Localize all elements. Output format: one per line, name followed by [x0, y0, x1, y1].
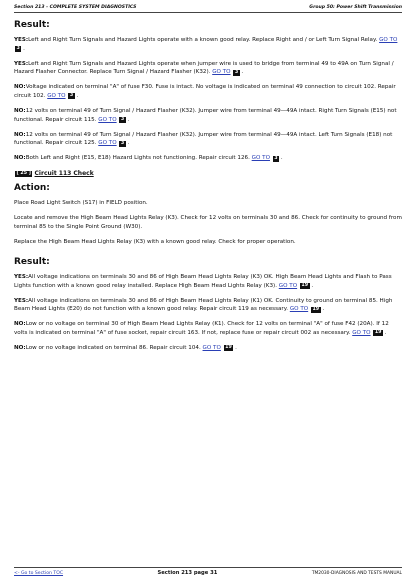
check-title: Circuit 113 Check [34, 169, 94, 177]
step-ref-badge[interactable]: 19 [312, 306, 320, 312]
result-paragraph: NO:12 volts on terminal 49 of Turn Signal / Hazard Flasher (K32). Jumper wire from terminal 49—49A intact. Right Turn Signals (E15) not functional. Repair circuit 115. GO TO 3 . [14, 108, 397, 123]
header-section-title: Section 213 - COMPLETE SYSTEM DIAGNOSTICS [14, 5, 137, 10]
result-text: Low or no voltage on terminal 30 of High Beam Head Lights Relay (K1). Check for 12 volts on terminal "A" of fuse F42 (20A). If 12 volts is indicated on terminal "A" of fuse socket, repair circuit 163. If not, replace fuse or repair circuit 002 as necessary. [14, 321, 389, 336]
step-ref-badge[interactable]: 19 [301, 283, 309, 288]
result-paragraph: YES:All voltage indications on terminals 30 and 86 of High Beam Head Lights Relay (K3) OK. High Beam Head Lights and Flash to Pass Lights function with a known good relay installed. Replace High Beam Head Lights Relay (K3). GO TO 19 . [14, 273, 392, 289]
result-paragraph: NO:12 volts on terminal 49 of Turn Signal / Hazard Flasher (K32). Jumper wire from terminal 49—49A intact. Left Turn Signals (E18) not functional. Repair circuit 125. GO TO 3 . [14, 131, 393, 147]
goto-link[interactable]: GO TO [212, 69, 231, 76]
manual-title: TM2030-DIAGNOSIS AND TESTS MANUAL [311, 570, 402, 576]
page-content [14, 20, 402, 359]
goto-link[interactable]: GO TO [352, 329, 371, 336]
result-label: YES: [14, 37, 29, 43]
result-text: Voltage indicated on terminal "A" of fuse F30. Fuse is intact. No voltage is indicated on terminal 49 connection to circuit 102. Repair circuit 102. [14, 84, 396, 99]
goto-link[interactable]: GO TO [379, 37, 398, 43]
result-text: All voltage indications on terminals 30 and 86 of High Beam Head Lights Relay (K3) OK. High Beam Head Lights and Flash to Pass Lights function with a known good relay installed. Replace High Beam Head Lights Relay (K3). [14, 273, 392, 289]
step-ref-badge[interactable]: 3 [120, 140, 125, 146]
page-header [14, 5, 402, 13]
action-paragraph: Replace the High Beam Head Lights Relay (K3) with a known good relay. Check for proper operation. [14, 238, 296, 245]
step-ref-badge[interactable]: 3 [69, 93, 74, 99]
step-number-badge: [ 25 ] [16, 171, 31, 177]
goto-link[interactable]: GO TO [202, 344, 221, 351]
result-label: NO: [14, 84, 26, 91]
result-paragraph: NO:Both Left and Right (E15, E18) Hazard Lights not functioning. Repair circuit 126. GO TO 3 . [14, 155, 283, 162]
result-label: NO: [14, 344, 26, 351]
page-footer [14, 567, 402, 576]
step-ref-badge[interactable]: 3 [234, 69, 239, 75]
result-paragraph: YES:Left and Right Turn Signals and Hazard Lights operate with a known good relay. Replace Right and / or Left Turn Signal Relay. GO TO 3 . [14, 37, 398, 52]
result-paragraph: YES:Left and Right Turn Signals and Hazard Lights operate when jumper wire is used to bridge from terminal 49 to 49A on Turn Signal / Hazard Flasher Connector. Replace Turn Signal / Hazard Flasher (K32). GO TO 3 . [14, 60, 394, 76]
action-paragraph: Place Road Light Switch (S17) in FIELD position. [14, 200, 148, 207]
result-label: NO: [14, 108, 26, 115]
result-label: NO: [14, 321, 26, 328]
result-label: YES: [14, 273, 29, 280]
result-text: All voltage indications on terminals 30 and 86 of High Beam Head Lights Relay (K1) OK. Continuity to ground on terminal 85. High Beam Head Lights (E20) do not function with a known good relay. Repair circuit 119 as necessary. [14, 297, 393, 313]
step-number: 25 [20, 171, 28, 177]
result-text: Low or no voltage indicated on terminal 86. Repair circuit 104. [25, 344, 201, 351]
check-step-heading [14, 170, 402, 178]
goto-link[interactable]: GO TO [98, 140, 117, 147]
result-paragraph: NO:Low or no voltage indicated on terminal 86. Repair circuit 104. GO TO 19 . [14, 344, 237, 351]
action-heading: Action: [14, 183, 50, 194]
result-text: 12 volts on terminal 49 of Turn Signal / Hazard Flasher (K32). Jumper wire from terminal 49—49A intact. Right Turn Signals (E15) not functional. Repair circuit 115. [14, 108, 397, 123]
goto-link[interactable]: GO TO [278, 282, 298, 289]
step-ref-badge[interactable]: 3 [274, 155, 278, 161]
result-text: 12 volts on terminal 49 of Turn Signal / Hazard Flasher (K32). Jumper wire from terminal 49—49A intact. Left Turn Signals (E18) not functional. Repair circuit 125. [14, 131, 393, 147]
result-paragraph: NO:Voltage indicated on terminal "A" of fuse F30. Fuse is intact. No voltage is indicated on terminal 49 connection to circuit 102. Repair circuit 102. GO TO 3 . [14, 84, 396, 99]
result-text: Both Left and Right (E15, E18) Hazard Lights not functioning. Repair circuit 126. [25, 155, 250, 162]
goto-link[interactable]: GO TO [289, 306, 309, 313]
goto-link[interactable]: GO TO [98, 116, 117, 123]
step-ref-badge[interactable]: 19 [225, 345, 232, 351]
section-toc-link[interactable]: <- Go to Section TOC [14, 570, 64, 576]
result-paragraph: NO:Low or no voltage on terminal 30 of High Beam Head Lights Relay (K1). Check for 12 volts on terminal "A" of fuse F42 (20A). If 12 volts is indicated on terminal "A" of fuse socket, repair circuit 163. If not, replace fuse or repair circuit 002 as necessary. GO TO 19 . [14, 321, 389, 336]
result-text: Left and Right Turn Signals and Hazard Lights operate when jumper wire is used to bridge from terminal 49 to 49A on Turn Signal / Hazard Flasher Connector. Replace Turn Signal / Hazard Flasher (K32). [14, 60, 394, 76]
step-ref-badge[interactable]: 19 [374, 330, 382, 336]
result-paragraph: YES:All voltage indications on terminals 30 and 86 of High Beam Head Lights Relay (K1) OK. Continuity to ground on terminal 85. High Beam Head Lights (E20) do not function with a known good relay. Repair circuit 119 as necessary. GO TO 19 . [14, 297, 393, 313]
result-label: YES: [14, 60, 29, 67]
result-heading: Result: [14, 20, 50, 30]
step-ref-badge[interactable]: 3 [16, 46, 20, 52]
goto-link[interactable]: GO TO [251, 155, 270, 162]
step-ref-badge[interactable]: 3 [120, 117, 125, 123]
result-heading: Result: [14, 256, 50, 267]
header-group-title: Group 50: Power Shift Transmission [309, 5, 402, 10]
result-label: NO: [14, 131, 26, 138]
action-paragraph: Locate and remove the High Beam Head Lights Relay (K3). Check for 12 volts on terminals 30 and 86. Check for continuity to ground from terminal 85 to the Single Point Ground (W30). [14, 215, 402, 230]
result-label: NO: [14, 155, 26, 162]
result-label: YES: [14, 297, 29, 304]
result-text: Left and Right Turn Signals and Hazard Lights operate with a known good relay. Replace Right and / or Left Turn Signal Relay. [28, 37, 378, 43]
page-number: Section 213 page 31 [157, 570, 218, 576]
goto-link[interactable]: GO TO [47, 92, 66, 99]
